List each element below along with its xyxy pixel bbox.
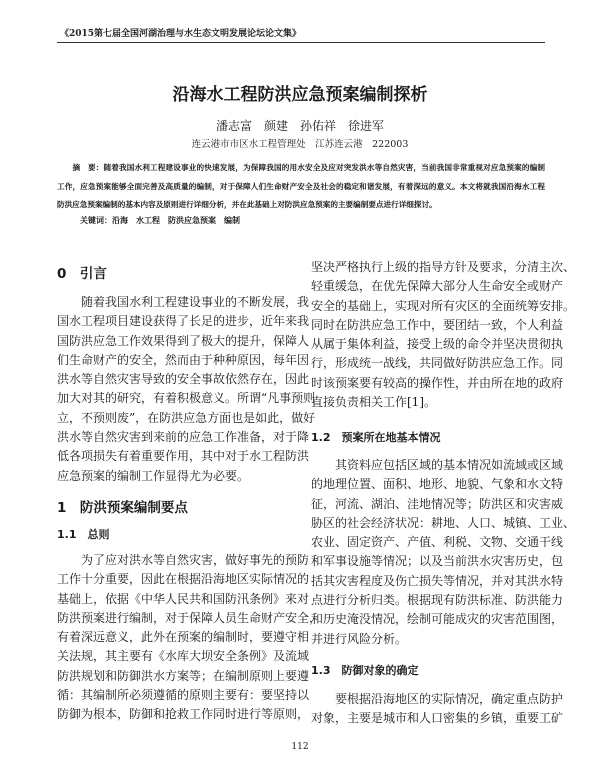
text-line: 为了应对洪水等自然灾害，做好事先的预防 (81, 553, 310, 567)
text-line: 括其灾害程度及伤亡损失等情况，并对其洪水特 (311, 573, 564, 588)
section-1-3-body (311, 690, 564, 729)
page-number: 112 (291, 742, 309, 752)
section-1-1-body (57, 551, 322, 725)
paper-title: 沿海水工程防洪应急预案编制探析 (172, 85, 428, 105)
text-line: 随着我国水利工程建设事业的不断发展，我 (81, 295, 310, 309)
text-line: 洪水等自然灾害到来前的应急工作准备，对于降 (57, 430, 310, 445)
text-line: 和军事设施等情况；以及当前洪水灾害历史，包 (311, 554, 564, 569)
text-line: 防洪规划和防御洪水方案等；在编制原则上要遵 (57, 668, 310, 683)
text-line: 洪水等自然灾害导致的安全事故依然存在，因此 (57, 372, 310, 387)
text-line: 并进行风险分析。 (311, 631, 408, 646)
text-line: 的地理位置、面积、地形、地貌、气象和水文特 (311, 477, 564, 492)
text-line: 点进行分析归类。根据现有防洪标准、防洪能力 (311, 593, 564, 608)
text-line: 立，不预则废”，在防洪应急方面也是如此，做好 (57, 410, 316, 425)
text-line: 防御为根本，防御和抢救工作同时进行等原则， (57, 707, 310, 722)
text-line: 轻重缓急，在优先保障大部分人生命安全或财产 (311, 279, 564, 294)
text-line: 们生命财产的安全，然而由于种种原因，每年因 (57, 352, 310, 367)
text-line: 摘 要：随着我国水利工程建设事业的快速发展，为保障我国的用水安全及应对突发洪水等自然灾害，当前我国非常重视对应急预案的编制 (57, 163, 545, 172)
text-line: 加大对其的研究，有着积极意义。所谓“凡事预则 (57, 391, 316, 406)
text-line: 胁区的社会经济状况：耕地、人口、城镇、工业、 (311, 515, 576, 530)
abstract (57, 159, 545, 215)
affiliation: 连云港市市区水工程管理处 江苏连云港 222003 (191, 139, 409, 150)
text-line: 行，形成统一战线，共同做好防洪应急工作。同 (311, 356, 564, 371)
text-line: 对象，主要是城市和人口密集的乡镇，重要工矿 (311, 711, 564, 726)
text-line: 从属于集体利益，接受上级的命令并坚决贯彻执 (311, 337, 564, 352)
text-line: 低各项损失有着重要作用，其中对于水工程防洪 (57, 449, 310, 464)
text-line: 循：其编制所必须遵循的原则主要有：要坚持以 (57, 688, 310, 703)
header-rule (57, 42, 545, 43)
section-0-heading: 0 引言 (57, 266, 107, 282)
section-1-1-continued (311, 258, 576, 412)
text-line: 时该预案要有较高的操作性，并由所在地的政府 (311, 375, 564, 390)
section-1-2-body (311, 456, 576, 649)
text-line: 有着深远意义，此外在预案的编制时，要遵守相 (57, 630, 310, 645)
running-head: 《2015第七届全国河湖治理与水生态文明发展论坛论文集》 (60, 29, 302, 39)
text-line: 安全的基础上，实现对所有灾区的全面统筹安排。 (311, 298, 576, 313)
text-line: 工作，应急预案能够全面完善及高质量的编制，对于保障人们生命财产安全及社会的稳定和谐发展，有着深远的意义。本文将就我国沿海水工程 (57, 181, 545, 191)
text-line: 征，河流、湖泊、洼地情况等；防洪区和灾害威 (311, 496, 564, 511)
keywords: 关键词：沿海 水工程 防洪应急预案 编制 (80, 215, 240, 225)
text-line: 防洪预案进行编制，对于保障人员生命财产安全， (57, 610, 322, 625)
section-1-heading: 1 防洪预案编制要点 (57, 500, 188, 516)
section-1-2-heading: 1.2 预案所在地基本情况 (311, 431, 441, 444)
text-line: 工作十分重要，因此在根据沿海地区实际情况的 (57, 572, 310, 587)
text-line: 同时在防洪应急工作中，要团结一致，个人利益 (311, 317, 564, 332)
text-line: 基础上，依据《中华人民共和国防汛条例》来对 (57, 591, 310, 606)
text-line: 农业、固定资产、产值、利税、文物、交通干线 (311, 535, 564, 550)
text-line: 要根据沿海地区的实际情况，确定重点防护 (335, 692, 564, 706)
text-line: 国水工程项目建设获得了长足的进步，近年来我 (57, 314, 310, 329)
authors: 潘志富 颜建 孙佑祥 徐进军 (215, 119, 384, 133)
section-1-3-heading: 1.3 防御对象的确定 (311, 664, 419, 677)
text-line: 直接负责相关工作[1]。 (311, 395, 436, 410)
text-line: 和历史淹没情况，绘制可能成灾的灾害范围图， (311, 612, 564, 627)
text-line: 坚决严格执行上级的指导方针及要求，分清主次、 (311, 260, 576, 274)
section-0-body (57, 293, 316, 486)
text-line: 国防洪应急工作效果得到了极大的提升，保障人 (57, 333, 310, 348)
text-line: 关法规，其主要有《水库大坝安全条例》及流域 (57, 649, 310, 664)
text-line: 防洪应急预案编制的基本内容及原则进行详细分析，并在此基础上对防洪应急预案的主要编制要点进行详细探讨。 (57, 200, 437, 209)
text-line: 应急预案的编制工作显得尤为必要。 (57, 468, 250, 483)
text-line: 其资料应包括区域的基本情况如流域或区域 (335, 458, 564, 472)
section-1-1-heading: 1.1 总则 (57, 528, 110, 541)
